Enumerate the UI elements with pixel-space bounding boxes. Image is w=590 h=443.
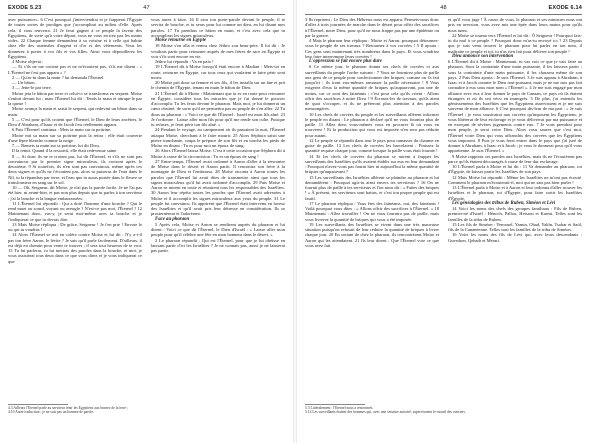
paragraph: 20 Moïse prit donc sa femme et ses fils, il les installa sur un âne et prit le chemin de l'Égypte, tenant en main le bâton de Dieu.: [151, 80, 285, 91]
footnote: 5.14 Les surveillants étaient des hommes qui, avec une certaine autorité, supervisaient le travail des ouvriers.: [305, 410, 466, 415]
section-heading: Face au pharaon: [155, 216, 190, 222]
text-column-2: [151, 17, 285, 402]
paragraph: — Un bâton.: [12, 80, 36, 85]
paragraph: 16 Voici les noms des fils de Lévi qui, avec leurs descendants : Guershon, Qehath et Merari.: [448, 232, 582, 243]
paragraph: 11 L'Éternel lui répondit : Qui a doté l'homme d'une bouche ? Qui le rend muet ou sourd, voyant ou aveugle ? N'est-ce pas moi, l'Éternel ? 12 Maintenant donc, vas-y, je serai moi-même avec ta bouche et je t'indiquerai ce que tu devras dire.: [8, 200, 142, 222]
footnote: 4.10 Autre traduction : je ne suis pas un homme de parole.: [8, 410, 94, 415]
left-page: [0, 0, 293, 443]
paragraph: 12 Le peuple se répandit dans tout le pays pour ramasser du chaume en guise de paille. 13 Les chefs de corvées les harcelaient : Finissez la quantité requise chaque jour, comme lorsque la paille vous était fournie !: [305, 137, 439, 154]
text-column-2: [448, 17, 582, 402]
paragraph: et qu'il vous juge ! À cause de vous, le pharaon et ses ministres nous ont pris en aversion, vous avez mis une épée dans leurs mains pour qu'ils nous tuent.: [448, 17, 582, 33]
page-number: 48: [440, 5, 447, 11]
paragraph: 24 Pendant le voyage, au campement où ils passaient la nuit, l'Éternel attaqua Moïse, cherchant à le faire mourir. 25 Alors Séphora saisit une pierre tranchante, coupa le prépuce de son fils et en toucha les pieds de Moïse en disant : Tu es pour moi un époux de sang.: [151, 127, 285, 148]
paragraph: 3 — Jette-le par terre.: [12, 85, 52, 91]
text-column-1: [8, 17, 142, 402]
paragraph: 17 Le pharaon répliqua : Vous êtes des fainéants, oui, des fainéants ! Voilà pourquoi vous dites : « Allons offrir des sacrifices à l'Éternel. » 18 Maintenant : Allez travailler ! On ne vous fournira pas de paille, mais vous livrerez la quantité de briques qui vous a été imposée.: [305, 200, 439, 222]
paragraph: 2 — Qu'as-tu dans la main ? lui demanda l'Éternel.: [12, 74, 105, 80]
paragraph: 2 Le pharaon répondit : Qui est l'Éternel, pour que je lui obéisse en laissant partir d'ici les Israélites ? Je ne connais pas, aussi je ne laisserai pas partir.: [151, 237, 285, 253]
paragraph: 19 Les surveillants des Israélites se virent dans une très mauvaise situation puisqu'on refusait de leur réduire la quantité de briques à livrer chaque jour. 20 En sortant de chez le pharaon, ils rencontrèrent Moïse et Aaron qui les attendaient. 21 Ils leur dirent : Que l'Éternel voie ce que vous avez fait: [305, 221, 439, 248]
paragraph: 15 Les fils de Siméon : Yemouel, Yamin, Ohad, Yakîn, Tsohar et Saül, fils de la Cananéenne. Telles sont les familles de la tribu de Siméon.: [448, 221, 582, 232]
paragraph: 7 — Remets ta main sur ta poitrine, lui dit Dieu.: [12, 143, 100, 148]
paragraph: Jéthro lui répondit : Va en paix !: [155, 59, 214, 64]
paragraph: 8 — Si donc ils ne te croient pas, lui dit l'Éternel, et s'ils ne sont pas convaincus par le premier signe miraculeux, ils croiront après le deuxième. 9 Si toutefois, ils n'en sont pas convaincus, même après ces deux signes et qu'ils ne t'écoutent pas, alors tu puiseras de l'eau dans le Nil, tu la répandras par terre, et l'eau que tu auras puisée dans le fleuve se transformera en sang sur le sol.: [8, 153, 142, 185]
paragraph: 14 Voici les noms des chefs des groupes familiaux : Fils de Ruben, premier-né d'Israël : Hénoch, Pallou, Hetsron et Karmi. Telles sont les familles de la tribu de Ruben.: [448, 206, 582, 222]
footnote-rule: [305, 404, 365, 405]
section-heading: L'oppression se fait encore plus dure: [309, 59, 382, 64]
section-heading: Les généalogies des tribus de Ruben, Siméon et Lévi: [452, 200, 556, 206]
section-heading: Dieu annonce son intervention: [452, 53, 514, 59]
right-page: [297, 0, 590, 443]
paragraph: 21 L'Éternel dit à Moïse : Maintenant que tu es en route pour retourner en Égypte, considère tous les miracles que je t'ai donné le pouvoir d'accomplir. Tu les feras devant le pharaon. Mais moi, je lui donnerai un cœur obstiné, de sorte qu'il ne permettra pas au peuple de s'en aller. 22 Tu diras au pharaon : « Voici ce que dit l'Éternel : Israël est mon fils aîné. 23 Je t'ordonne : Laisse aller mon fils pour qu'il me rende son culte. Puisque tu refuses, je ferai périr ton fils aîné. »: [151, 90, 285, 127]
paragraph: Moïse mit sa main sur sa poitrine puis la retira : elle était couverte d'une lèpre blanche comme la neige.: [8, 132, 142, 143]
running-head-reference: EXODE 6.14: [548, 5, 582, 11]
text-column-1: [305, 17, 439, 402]
paragraph: 14 Alors l'Éternel se mit en colère contre Moïse et lui dit : N'y a-t-il pas ton frère Aaron, le lévite ? Je sais qu'il parle facilement. D'ailleurs, il est déjà en chemin pour venir te trouver ; il sera tout heureux de te voir. 15 Tu lui parleras, tu lui mettras des paroles dans la bouche, et moi, je vous assisterai tous deux dans ce que vous direz et je vous indiquerai ce que: [8, 232, 142, 264]
text-columns: [8, 17, 285, 402]
footnotes: [8, 406, 285, 440]
paragraph: 5 Après cela, Moïse et Aaron se rendirent auprès du pharaon et lui dirent : Voici ce que dit l'Éternel, le Dieu d'Israël : « Laisse aller mon peuple pour qu'il célèbre une fête en mon honneur dans le désert. »: [151, 221, 285, 238]
paragraph: 22 Moïse se tourna vers l'Éternel et lui dit : Ô Seigneur ! Pourquoi fais-tu du mal à ce peuple ? Pourquoi donc m'as-tu envoyé ici ? 23 Depuis que je suis venu trouver le pharaon pour lui parler en ton nom, il maltraite ce peuple et toi, tu n'as rien fait pour délivrer ton peuple !: [448, 32, 582, 54]
paragraph: 13 L'Éternel parla à Moïse et à Aaron et leur ordonna d'aller trouver les Israélites et le pharaon, roi d'Égypte, pour faire sortir les Israélites d'Égypte.: [448, 185, 582, 201]
header-rule: [305, 14, 582, 15]
paragraph: Il la remit. Quand il la ressortit, elle était redevenue saine.: [12, 148, 118, 154]
header-rule: [8, 14, 285, 15]
paragraph: 10 — Oh, Seigneur, dit Moïse, je n'ai pas la parole facile. Je ne l'ai pas été hier, ni avant-hier, et pas non plus depuis que tu parles à ton serviteur : j'ai la bouche et la langue embarrassées.: [8, 185, 142, 201]
paragraph: 27 Entre-temps, l'Éternel avait ordonné à Aaron d'aller à la rencontre de Moïse dans le désert et Aaron partit. Il rencontra son frère à la montagne de Dieu et l'embrassa. 28 Moïse raconta à Aaron toutes les paroles que l'Éternel lui avait dites de transmettre ainsi que tous les signes miraculeux qu'il lui avait ordonné d'accomplir. 29 Puis Moïse et Aaron se mirent en route et réunirent tous les responsables des Israélites. 30 Aaron leur répéta toutes les paroles que l'Éternel avait adressées à Moïse et il accomplit les signes miraculeux aux yeux du peuple. 31 Le peuple fut convaincu. Ils apprirent que l'Éternel était intervenu en faveur des Israélites et qu'il avait pris leur détresse en considération. Ils se prosternèrent et l'adorèrent.: [151, 158, 285, 217]
paragraph: vous aurez à faire. 16 Il sera ton porte-parole devant le peuple, il te servira de bouche, et tu seras pour lui comme un dieu, en lui disant mes paroles. 17 Tu prendras ce bâton en main, et c'est avec cela que tu accompliras les signes miraculeux.: [151, 17, 285, 38]
paragraph: 12 Mais Moïse lui répondit : Même les Israélites ne m'ont pas écouté. Comment le pharaon m'écouterait-il, moi qui ne sais pas bien parler !: [448, 174, 582, 185]
paragraph: 6 L'Éternel dit à Moïse : Maintenant, tu vas voir ce que je vais faire au pharaon. Sous la contrainte d'une main puissante, il les laissera partir ; sous la contrainte d'une main puissante, il les chassera même de son pays. 2 Puis Dieu ajouta : Je suis l'Éternel. 3 Je suis apparu à Abraham, à Isaac et à Jacob comme le Dieu tout-puissant, mais je ne me suis pas fait connaître à eux sous mon nom « l'Éternel ». 4 Je me suis engagé par mon alliance avec eux à leur donner le pays de Canaan, ce pays où ils étaient étrangers et où ils ont vécu en immigrés. 5 De plus, j'ai entendu les gémissements des Israélites que les Égyptiens asservissent et je me suis souvenu de mon alliance. 6 C'est pourquoi dis-leur de ma part : « Je suis l'Éternel ; je vous soustrairai aux corvées qu'imposent les Égyptiens, je vous libérerai de leur esclavage et je vous délivrerai par ma puissance et en exerçant de sévères jugements contre eux. 7 Je vous prendrai pour mon peuple, je serai votre Dieu. Alors vous saurez que c'est moi, l'Éternel votre Dieu qui vous affranchis des corvées que les Égyptiens vous imposent. 8 Puis je vous ferai entrer dans le pays que j'ai juré de donner à Abraham, à Isaac et à Jacob ; je vous le donnerai pour qu'il vous appartienne. Je suis l'Éternel. »: [448, 59, 582, 154]
paragraph: 6 Ce même jour, le pharaon donna ses chefs de corvées et aux surveillants du peuple l'ordre suivant : 7 Vous ne fournirez plus de paille aux gens de ce peuple pour confectionner des briques, comme on l'a fait jusqu'ici ; ils iront eux-mêmes ramasser la paille nécessaire ! 8 Vous exigerez d'eux la même quantité de briques qu'auparavant, pas une de moins, car ce sont des fainéants ; c'est pour cela qu'ils crient : Allons offrir des sacrifices à notre Dieu ! 9 Écrasez-les de travaux, qu'ils aient de quoi s'occuper, et ils ne prêteront plus attention à des paroles mensongères.: [305, 64, 439, 112]
page-number: 47: [143, 5, 150, 11]
paragraph: 6 Puis l'Éternel continua : Mets ta main sur ta poitrine.: [12, 127, 112, 133]
paragraph: Moïse avança la main et saisit le serpent, qui redevint un bâton dans sa main.: [8, 106, 142, 117]
paragraph: 3 Ils reprirent : Le Dieu des Hébreux nous est apparu. Permets-nous donc d'aller à trois journées de marche dans le désert pour offrir des sacrifices à l'Éternel, notre Dieu, pour qu'il ne nous frappe pas par une épidémie ou par la guerre.: [305, 17, 439, 38]
paragraph: 18 Moïse s'en alla et rentra chez Jéthro son beau-père. Il lui dit : Je voudrais partir pour retourner auprès de mes frères de race en Égypte et voir s'ils sont encore en vie.: [151, 43, 285, 59]
paragraph: avec puissance». 6 C'est pourquoi j'interviendrai et je frapperai l'Égypte de toutes sortes de prodiges que j'accomplirai au milieu d'elle. Après cela, il vous renverra. 21 Je ferai gagner à ce peuple la faveur des Égyptiens, de sorte qu'à votre départ, vous ne vous en irez pas les mains vides. 22 Chaque femme demandera à sa voisine et à celle qui habite chez elle des ustensiles d'argent et d'or et des vêtements. Vous les donnerez à porter à vos fils et vos filles. Ainsi vous dépouillerez les Égyptiens.: [8, 17, 142, 59]
footnote: 5.3 Littéralement : l'Éternel nous a rencontrés.: [305, 406, 374, 410]
paragraph: 26 Alors l'Éternel laissa Moïse. C'est à cette occasion que Séphora dit à Moïse à cause de la circoncision : Tu es un époux de sang !: [151, 148, 285, 159]
running-head-reference: EXODE 5.23: [8, 5, 42, 11]
paragraph: 5 — C'est pour qu'ils croient que l'Éternel, le Dieu de leurs ancêtres, le Dieu d'Abraham, d'Isaac et de Jacob t'est réellement apparu.: [8, 116, 142, 127]
paragraph: 19 L'Éternel dit à Moïse lorsqu'il était encore à Madian : Mets-toi en route, retourne en Égypte, car tous ceux qui voulaient te faire périr sont morts.: [151, 64, 285, 80]
paragraph: 13 Mais Moïse répliqua : De grâce, Seigneur ! Je t'en prie ! Envoie le ou qui tu voudras !: [8, 221, 142, 232]
paragraph: 14 Et les chefs de corvées du pharaon se mirent à frapper les surveillants des Israélites qu'ils avaient établis sur eux en leur demandant : Pourquoi n'avez-vous pas fourni hier ni aujourd'hui la même quantité de briques qu'auparavant ?: [305, 153, 439, 175]
paragraph: 9 Moïse rapporta ces paroles aux Israélites, mais ils ne l'écoutèrent pas parce qu'ils étaient découragés à cause de leur dur esclavage.: [448, 153, 582, 164]
paragraph: 4 Mais le pharaon leur répliqua : Moïse et Aaron, pourquoi détournez-vous le peuple de ses travaux ? Retournez à vos corvées ! 5 Il ajouta : Ces gens sont maintenant très nombreux dans le pays. Et vous voudriez leur faire interrompre leurs corvées !: [305, 38, 439, 59]
footnote-rule: [8, 404, 68, 405]
paragraph: — Et s'ils ne me croient pas et ne m'écoutent pas, s'ils me disent : « L'Éternel ne t'est pas apparu » ?: [8, 64, 142, 75]
paragraph: 10 L'Éternel parla à Moïse et lui dit : 11 Va demander au pharaon, roi d'Égypte, de laisser partir les Israélites de son pays.: [448, 164, 582, 175]
section-heading: Moïse retourne en Égypte: [155, 38, 207, 43]
paragraph: Moïse jeta le bâton par terre et celui-ci se transforma en serpent. Moïse s'enfuit devant lui ; mais l'Éternel lui dit : Tends la main et attrape-le par la queue !: [8, 90, 142, 106]
footnote: 4.3 Ailleurs l'Éternel parle au serviteur tenir les Égyptiens aux bornes de la terre ;: [8, 406, 128, 410]
paragraph: 10 Les chefs de corvées du peuple et les surveillants allèrent informer le peuple en disant : Le pharaon a déclaré qu'il ne vous fournira plus de paille. 11 Allez donc vous-mêmes vous en procurer là où vous en trouverez ! Et la production qui vous est imposée n'en sera pas réduite pour autant.: [305, 111, 439, 138]
paragraph: 15 Les surveillants des Israélites allèrent se plaindre au pharaon et lui demandèrent : Pourquoi agis-tu ainsi envers tes serviteurs ? 16 On ne fournit plus de paille à tes serviteurs et l'on nous dit : « Faites des briques ! » À présent, tes serviteurs sont battus, et c'est ton propre peuple qui est fautif.: [305, 174, 439, 201]
text-columns: [305, 17, 582, 402]
paragraph: 4 Moïse objecta :: [12, 59, 44, 64]
footnotes: [305, 406, 582, 440]
